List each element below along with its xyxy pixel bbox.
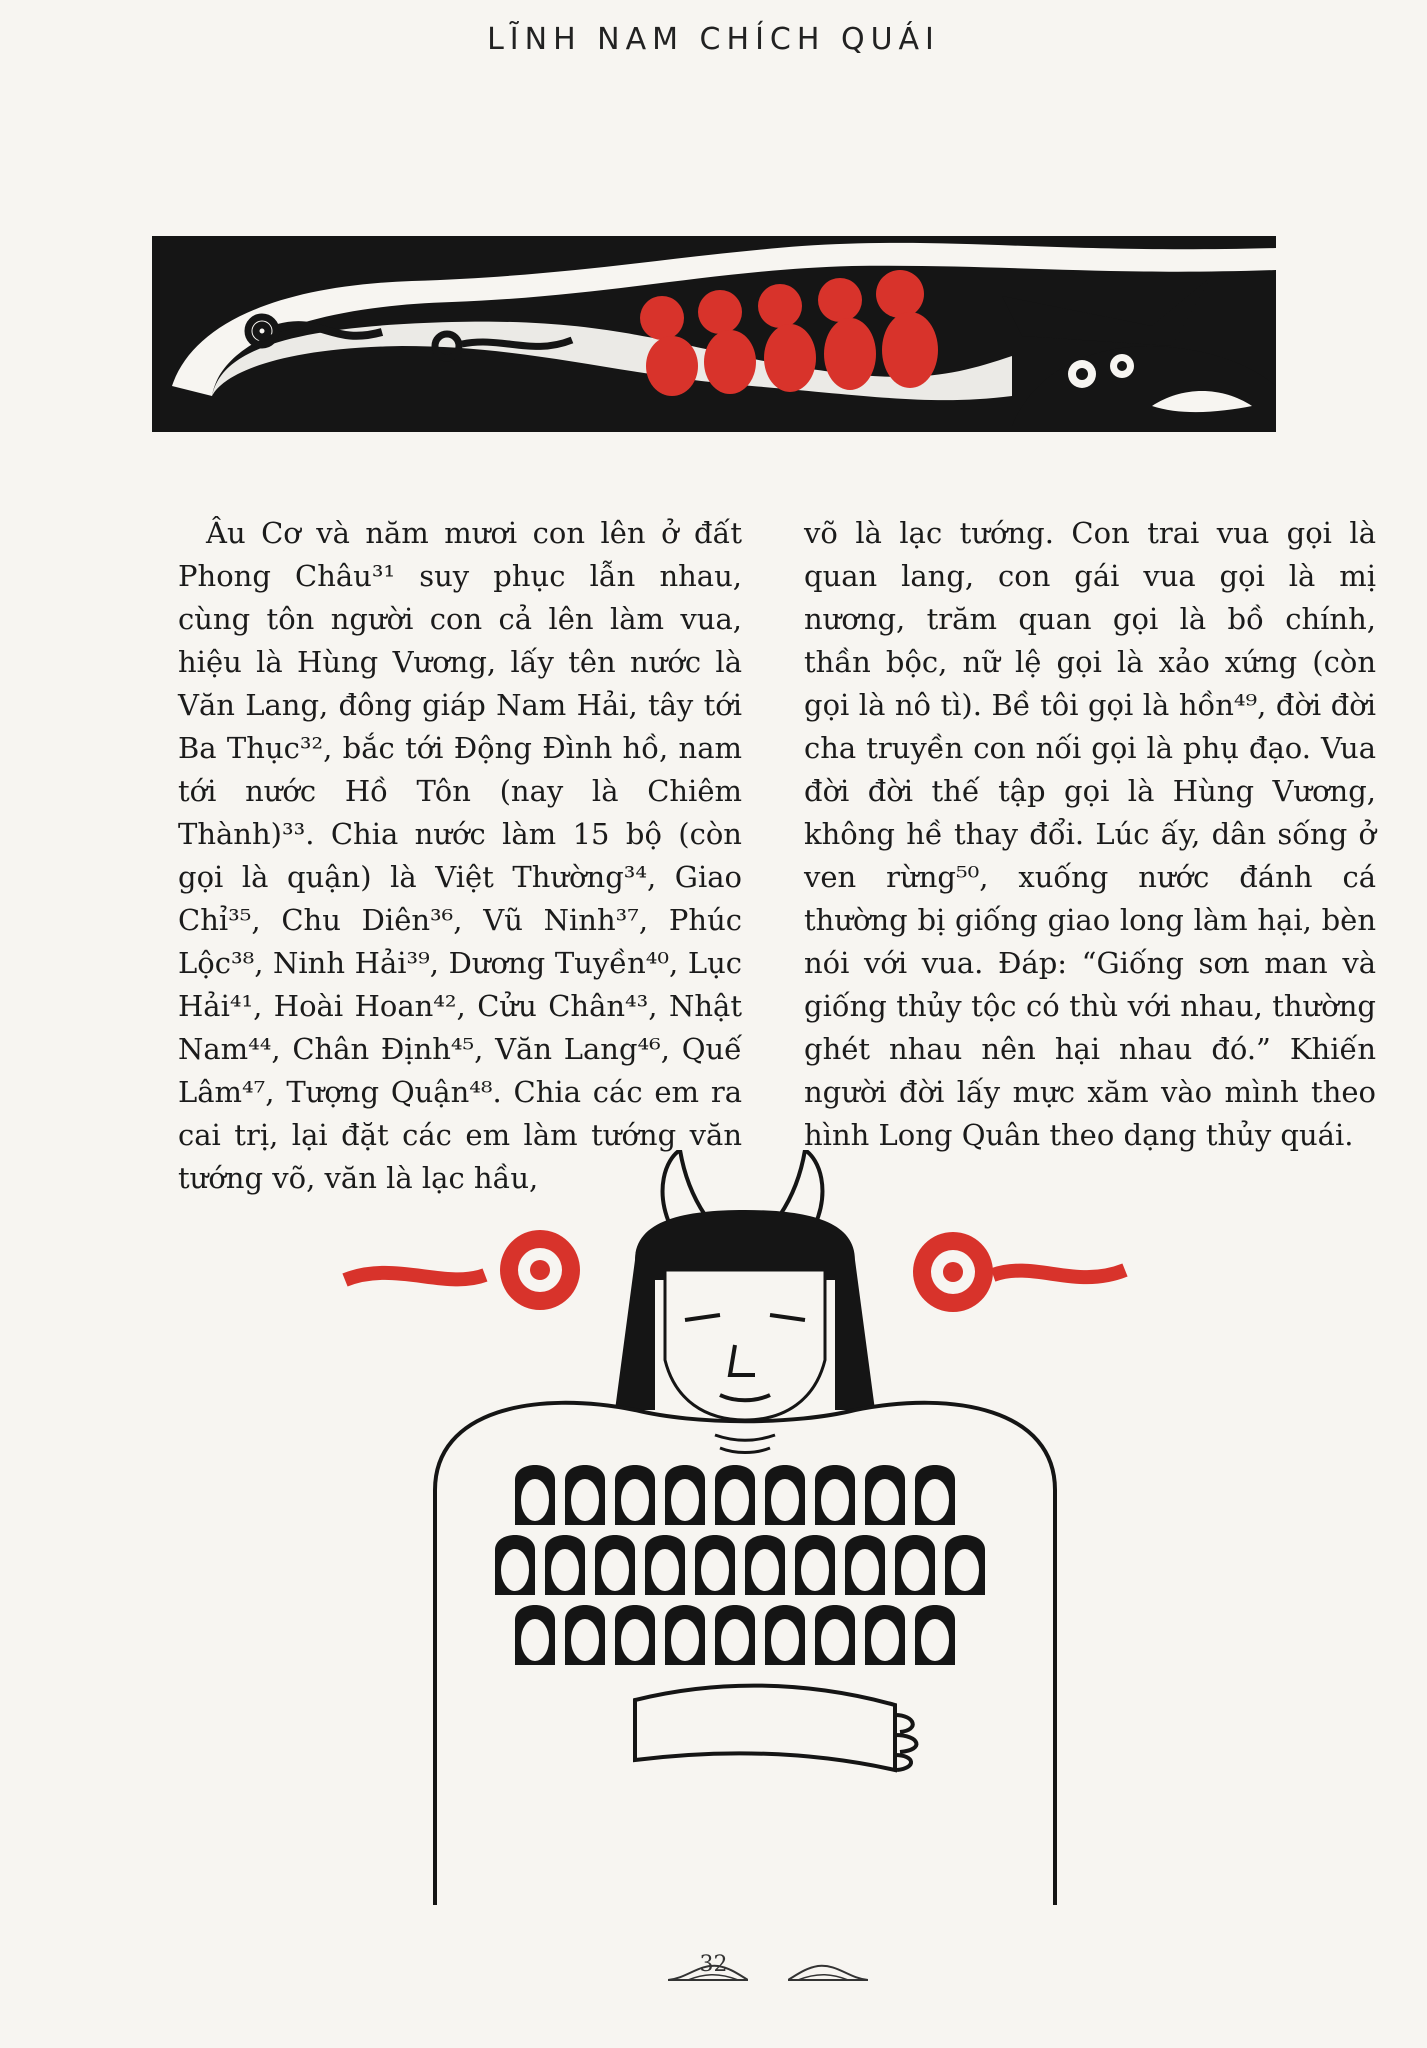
child-head-icon [615, 1605, 655, 1665]
child-head-icon [815, 1465, 855, 1525]
left-column [178, 512, 742, 1200]
running-header: LĨNH NAM CHÍCH QUÁI [487, 22, 940, 57]
child-head-icon [565, 1465, 605, 1525]
child-head-icon [565, 1605, 605, 1665]
mountain-ornament-right-icon [788, 1960, 868, 1982]
child-head-icon [645, 1535, 685, 1595]
paragraph-left: Âu Cơ và năm mươi con lên ở đất Phong Châu³¹ suy phục lẫn nhau, cùng tôn người con cả lên làm vua, hiệu là Hùng Vương, lấy tên nước là Văn Lang, đông giáp Nam Hải, tây tới Ba Thục³², bắc tới Động Đình hồ, nam tới nước Hồ Tôn (nay là Chiêm Thành)³³. Chia nước làm 15 bộ (còn gọi là quận) là Việt Thường³⁴, Giao Chỉ³⁵, Chu Diên³⁶, Vũ Ninh³⁷, Phúc Lộc³⁸, Ninh Hải³⁹, Dương Tuyền⁴⁰, Lục Hải⁴¹, Hoài Hoan⁴², Cửu Chân⁴³, Nhật Nam⁴⁴, Chân Định⁴⁵, Văn Lang⁴⁶, Quế Lâm⁴⁷, Tượng Quận⁴⁸. Chia các em ra cai trị, lại đặt các em làm tướng văn tướng võ, văn là lạc hầu, [178, 516, 742, 1195]
page-footer [0, 1952, 1427, 1992]
child-head-icon [545, 1535, 585, 1595]
child-head-icon [765, 1605, 805, 1665]
child-head-icon [945, 1535, 985, 1595]
page-number: 32 [699, 1952, 728, 1977]
child-head-icon [515, 1605, 555, 1665]
child-head-icon [665, 1605, 705, 1665]
child-head-icon [815, 1605, 855, 1665]
child-head-icon [715, 1465, 755, 1525]
child-head-icon [765, 1465, 805, 1525]
child-head-icon [695, 1535, 735, 1595]
child-head-icon [665, 1465, 705, 1525]
red-cloud-left-icon [345, 1230, 580, 1310]
child-head-icon [845, 1535, 885, 1595]
child-head-icon [865, 1605, 905, 1665]
banner-illustration [152, 236, 1276, 432]
king-figure-illustration [335, 1150, 1135, 1930]
child-head-icon [515, 1465, 555, 1525]
child-head-icon [915, 1465, 955, 1525]
child-head-icon [745, 1535, 785, 1595]
paragraph-right: võ là lạc tướng. Con trai vua gọi là quan lang, con gái vua gọi là mị nương, trăm quan gọi là bồ chính, thần bộc, nữ lệ gọi là xảo xứng (còn gọi là nô tì). Bề tôi gọi là hồn⁴⁹, đời đời cha truyền con nối gọi là phụ đạo. Vua đời đời thế tập gọi là Hùng Vương, không hề thay đổi. Lúc ấy, dân sống ở ven rừng⁵⁰, xuống nước đánh cá thường bị giống giao long làm hại, bèn nói với vua. Đáp: “Giống sơn man và giống thủy tộc có thù với nhau, thường ghét nhau nên hại nhau đó.” Khiến người đời lấy mực xăm vào mình theo hình Long Quân theo dạng thủy quái. [804, 516, 1376, 1152]
child-head-icon [895, 1535, 935, 1595]
child-head-icon [865, 1465, 905, 1525]
child-head-icon [615, 1465, 655, 1525]
child-head-icon [915, 1605, 955, 1665]
child-head-icon [715, 1605, 755, 1665]
right-column [804, 512, 1376, 1157]
child-head-icon [795, 1535, 835, 1595]
child-head-icon [595, 1535, 635, 1595]
red-cloud-right-icon [913, 1232, 1125, 1312]
child-head-icon [495, 1535, 535, 1595]
